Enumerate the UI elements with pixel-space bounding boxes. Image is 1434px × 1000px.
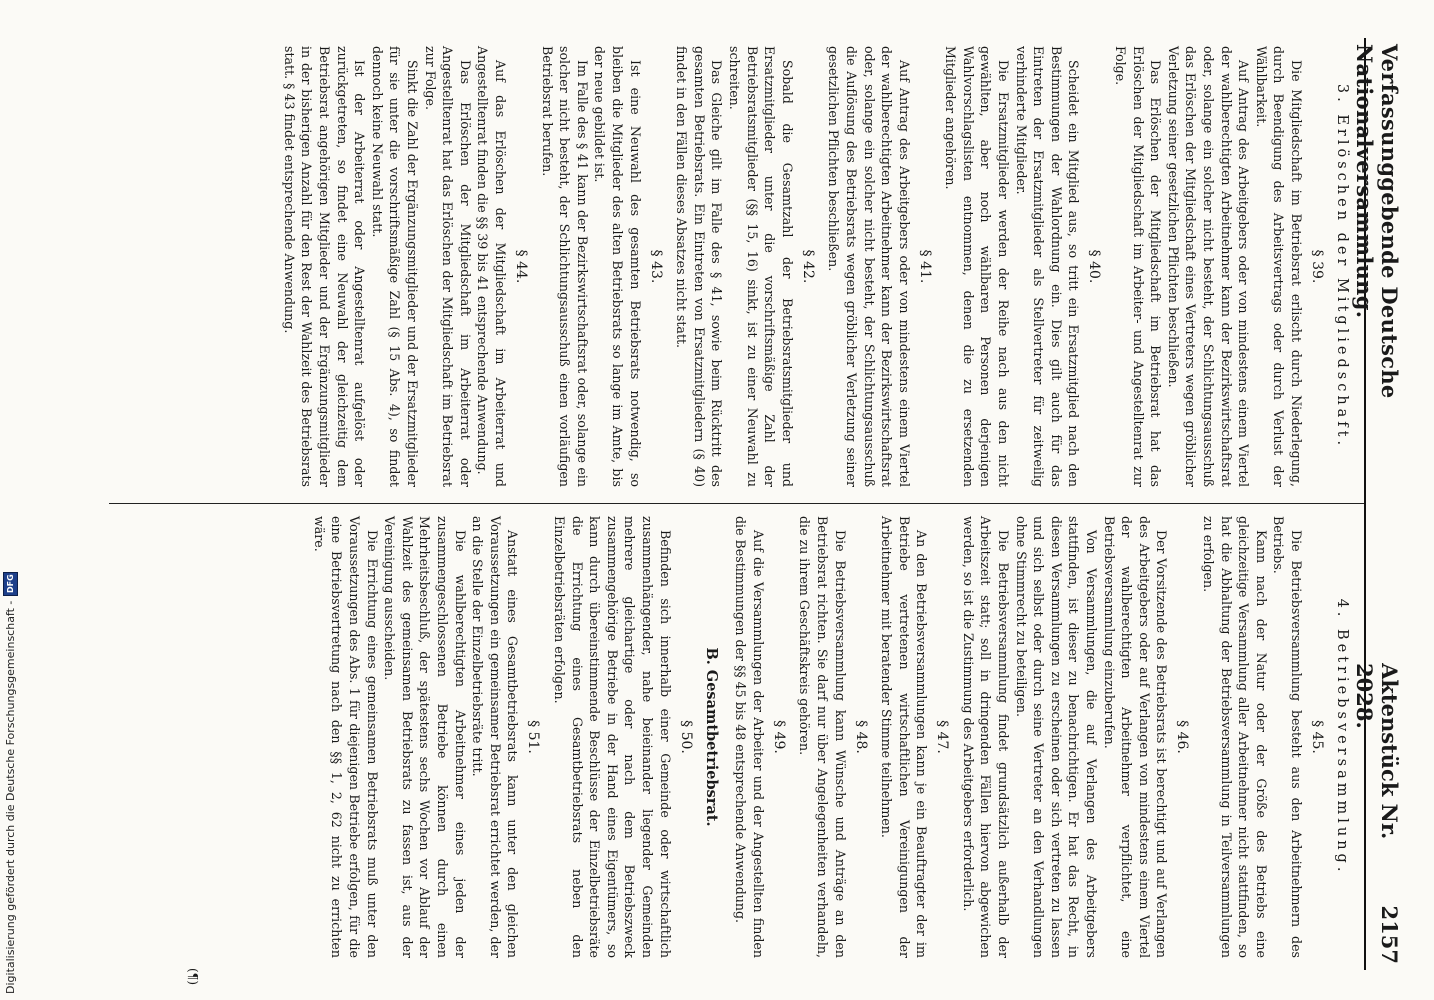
paragraph-heading: § 49. xyxy=(770,720,787,754)
dfg-logo: DFG xyxy=(3,572,18,596)
paragraph-text: Von Versammlungen, die auf Verlangen des Arbeitgebers stattfinden, ist dieser zu benachrichtigen. Er hat das Recht, in diesen Versammlungen zu erscheinen oder sich vertreten zu lassen und sich selbst oder durch seine Vertreter an den Verhandlungen ohne Stimmrecht zu beteiligen. xyxy=(1013,516,1100,958)
paragraph-text: Die Mitgliedschaft im Betriebsrat erlischt durch Niederlegung, durch Beendigung des Arbeitsvertrags oder durch Verlust der Wählbarkeit. xyxy=(1253,46,1304,487)
paragraph-heading: § 40. xyxy=(1086,249,1103,284)
paragraph-list xyxy=(732,516,1325,958)
paragraph-text: Sinkt die Zahl der Ergänzungsmitglieder und der Ersatzmitglieder für sie unter die vorschriftsmäßige Zahl (§ 15 Abs. 4), so findet dennoch keine Neuwahl statt. xyxy=(369,46,421,487)
left-column xyxy=(109,34,1364,504)
paragraph-heading: § 43. xyxy=(647,249,664,284)
paragraph-text: Das Erlöschen der Mitgliedschaft im Betriebsrat hat das Erlöschen der Mitgliedschaft im Arbeiter- und Angestelltenrat zur Folge. xyxy=(1113,46,1164,487)
paragraph-list xyxy=(310,516,693,958)
paragraph-heading: § 50. xyxy=(677,720,694,754)
paragraph-text: Auf das Erlöschen der Mitgliedschaft im Arbeiterrat und Angestelltenrat finden die §§ 39 bis 41 entsprechende Anwendung. xyxy=(475,46,509,487)
paragraph-text: Das Gleiche gilt im Falle des § 41, sowie beim Rücktritt des gesamten Betriebsrats. Ein Eintreten von Ersatzmitgliedern (§ 40) findet in den Fällen dieses Absatzes nicht statt. xyxy=(674,46,725,487)
paragraph-text: Befinden sich innerhalb einer Gemeinde oder wirtschaftlich zusammenhängender, nahe beieinander liegender Gemeinden mehrere gleichartige oder nach dem Betriebszweck zusammengehörige Betriebe in der Hand eines Eigentümers, so kann durch übereinstimmende Beschlüsse der Einzelbetriebsräte die Errichtung eines Gesamtbetriebsrats neben den Einzelbetriebsräten erfolgen. xyxy=(552,516,673,958)
paragraph-text: Kann nach der Natur oder der Größe des Betriebs eine gleichzeitige Versammlung aller Arbeitnehmer nicht stattfinden, so hat die Abhaltung der Betriebsversammlung in Teilversammlungen zu erfolgen. xyxy=(1201,516,1269,958)
paragraph-text: Ist der Arbeiterrat oder Angestelltenrat aufgelöst oder zurückgetreten, so findet eine Neuwahl der gleichzeitig dem Betriebsrat angehörigen Mitglieder und der Ergänzungsmitglieder in der bisherigen Anzahl für den Rest der Wahlzeit des Betriebsrats statt. § 43 findet entsprechende Anwendung. xyxy=(281,46,368,487)
paragraph-text: Die Betriebsversammlung besteht aus den Arbeitnehmern des Betriebs. xyxy=(1271,516,1304,958)
section-title: 4. Betriebsversammlung. xyxy=(1334,598,1350,876)
paragraph-text: Der Vorsitzende des Betriebsrats ist berechtigt und auf Verlangen des Arbeitgebers oder auf Verlangen von mindestens einem Viertel der wahlberechtigten Arbeitnehmer verpflichtet, eine Betriebsversammlung einzuberufen. xyxy=(1101,516,1170,958)
paragraph-text: Im Falle des § 41 kann der Bezirkswirtschaftsrat oder, solange ein solcher nicht besteht, der Schlichtungsausschuß einen vorläufigen Betriebsrat berufen. xyxy=(539,46,590,487)
part-title: B. Gesamtbetriebsrat. xyxy=(702,647,720,827)
paragraph-text: Auf Antrag des Arbeitgebers oder von mindestens einem Viertel der wahlberechtigten Arbeitnehmer kann der Bezirkswirtschaftsrat oder, solange ein solcher nicht besteht, der Schlichtungsausschuß die Auflösung des Betriebsrats wegen gröblicher Verletzung seiner gesetzlichen Pflichten beschließen. xyxy=(826,46,912,487)
paragraph-text: Die Errichtung eines gemeinsamen Betriebsrats muß unter den Voraussetzungen des Abs. 1 für diejenigen Betriebe erfolgen, für die eine Betriebsvertretung nach den §§ 1, 2, 62 nicht zu errichten wäre. xyxy=(311,516,380,958)
page-number: 2157 xyxy=(1377,905,1402,964)
digitization-credit xyxy=(0,0,20,1000)
right-column xyxy=(109,504,1364,974)
pen-mark: (¶) xyxy=(186,968,200,985)
text-columns xyxy=(109,34,1364,974)
paragraph-text: An den Betriebsversammlungen kann je ein Beauftragter der im Betriebe vertretenen wirtschaftlichen Vereinigungen der Arbeitnehmer mit beratender Stimme teilnehmen. xyxy=(879,516,930,958)
assembly-title: Verfassunggebende Deutsche Nationalversammlung. xyxy=(1352,44,1402,399)
paragraph-heading: § 47. xyxy=(934,720,951,754)
paragraph-text: Die Betriebsversammlung findet grundsätzlich außerhalb der Arbeitszeit statt; soll in dringenden Fällen hiervon abgewichen werden, so ist die Zustimmung des Arbeitgebers erforderlich. xyxy=(960,516,1012,958)
paragraph-heading: § 46. xyxy=(1174,720,1191,754)
paragraph-text: Das Erlöschen der Mitgliedschaft im Arbeiterrat oder Angestelltenrat hat das Erlöschen der Mitgliedschaft im Betriebsrat zur Folge. xyxy=(422,46,473,487)
paragraph-heading: § 44. xyxy=(513,249,530,284)
paragraph-heading: § 45. xyxy=(1309,720,1325,754)
paragraph-text: Scheidet ein Mitglied aus, so tritt ein Ersatzmitglied nach den Bestimmungen der Wahlordnung ein. Dies gilt auch für das Eintreten der Ersatzmitglieder als Stellvertreter für zeitweilig verhinderte Mitglieder. xyxy=(1013,46,1082,487)
credit-text: Digitalisierung gefördert durch die Deutsche Forschungsgemeinschaft - xyxy=(3,600,17,994)
paragraph-text: Anstatt eines Gesamtbetriebsrats kann unter den gleichen Voraussetzungen ein gemeinsamer Betriebsrat errichtet werden, der an die Stelle der Einzelbetriebsräte tritt. xyxy=(470,516,521,958)
paragraph-text: Auf die Versammlungen der Arbeiter und der Angestellten finden die Bestimmungen der §§ 45 bis 48 entsprechende Anwendung. xyxy=(733,516,766,958)
paragraph-text: Auf Antrag des Arbeitgebers oder von mindestens einem Viertel der wahlberechtigten Arbeitnehmer kann der Bezirkswirtschaftsrat oder, solange ein solcher nicht besteht, der Schlichtungsausschuß das Erlöschen der Mitgliedschaft eines Vertreters wegen gröblicher Verletzung seiner gesetzlichen Pflichten beschließen. xyxy=(1165,46,1252,487)
paragraph-text: Die Betriebsversammlung kann Wünsche und Anträge an den Betriebsrat richten. Sie darf nur über Angelegenheiten verhandeln, die zu ihrem Geschäftskreis gehören. xyxy=(797,516,848,958)
paragraph-heading: § 42. xyxy=(799,249,816,284)
page-header xyxy=(1352,34,1402,974)
act-number: Aktenstück Nr. 2028. xyxy=(1352,663,1402,840)
paragraph-text: Ist eine Neuwahl des gesamten Betriebsrats notwendig, so bleiben die Mitglieder des alten Betriebsrats so lange im Amte, bis der neue gebildet ist. xyxy=(592,46,643,487)
paragraph-heading: § 48. xyxy=(852,720,869,754)
paragraph-text: Die Ersatzmitglieder werden der Reihe nach aus den nicht gewählten, aber noch wählbaren Personen derjenigen Wahlvorschlagslisten entnommen, denen die zu ersetzenden Mitglieder angehören. xyxy=(943,46,1012,487)
paragraph-text: Die wahlberechtigten Arbeitnehmer eines jeden der zusammengeschlossenen Betriebe können durch einen Mehrheitsbeschluß, der spätestens sechs Wochen vor Ablauf der Wahlzeit des gemeinsamen Betriebsrats zu fassen ist, aus der Vereinigung ausscheiden. xyxy=(382,516,468,958)
section-title: 3. Erlöschen der Mitgliedschaft. xyxy=(1334,83,1350,450)
paragraph-list xyxy=(280,46,1325,487)
paragraph-heading: § 41. xyxy=(916,249,933,284)
paragraph-heading: § 51. xyxy=(525,720,542,754)
paragraph-heading: § 39. xyxy=(1309,249,1325,284)
rotated-document-page xyxy=(100,0,1410,1000)
paragraph-text: Sobald die Gesamtzahl der Betriebsratsmitglieder und Ersatzmitglieder unter die vorschriftsmäßige Zahl der Betriebsratsmitglieder (§§ 15, 16) sinkt, ist zu einer Neuwahl zu schreiten. xyxy=(726,46,795,487)
